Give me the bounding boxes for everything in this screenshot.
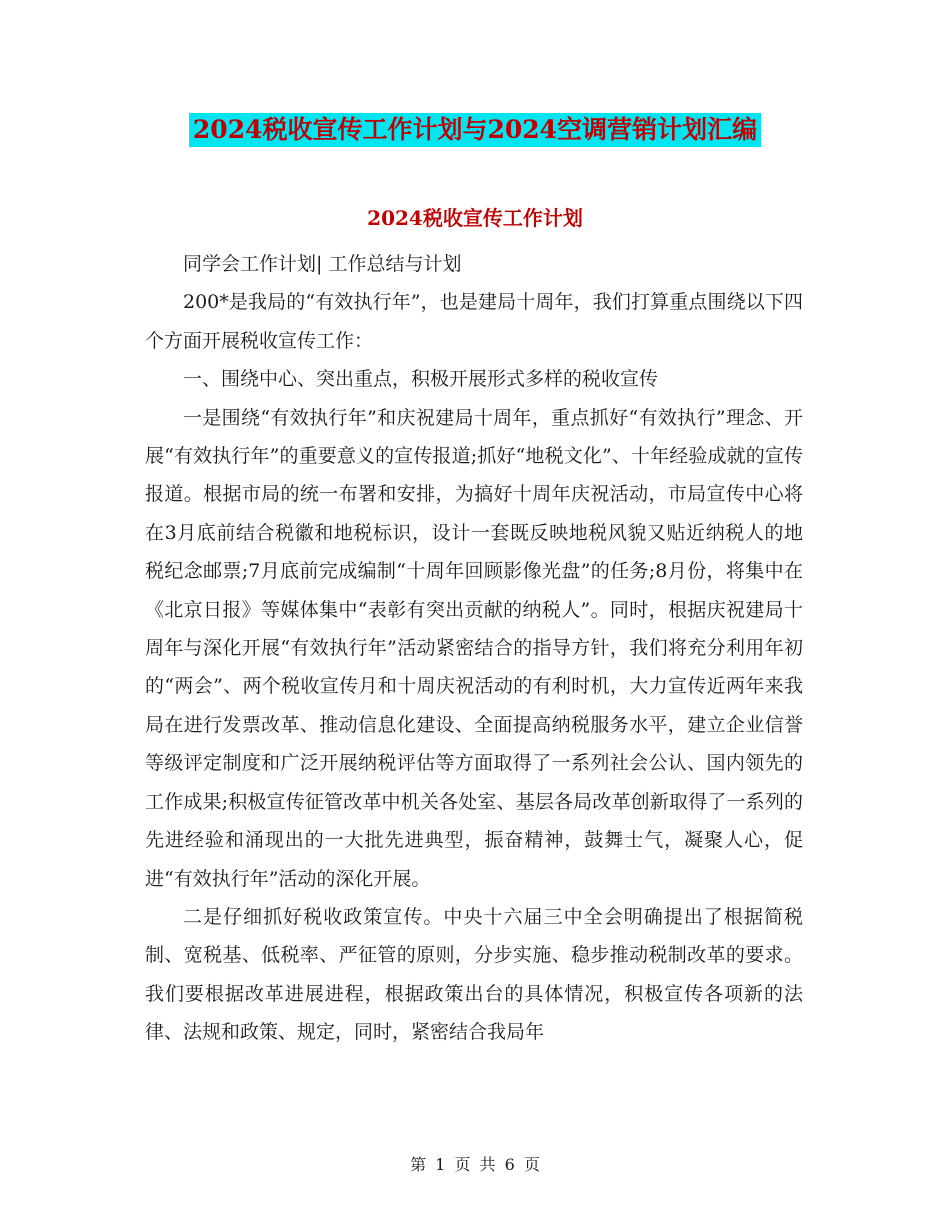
page-footer: 第 1 页 共 6 页	[410, 1155, 540, 1174]
paragraph: 二是仔细抓好税收政策宣传。中央十六届三中全会明确提出了根据简税制、宽税基、低税率、严征管的原则，分步实施、稳步推动税制改革的要求。我们要根据改革进展进程，根据政策出台的具体情况，积极宣传各项新的法律、法规和政策、规定，同时，紧密结合我局年	[145, 905, 803, 1044]
document-body	[145, 245, 803, 1052]
paragraph: 一、围绕中心、突出重点，积极开展形式多样的税收宣传	[183, 368, 659, 391]
paragraph: 同学会工作计划| 工作总结与计划	[183, 253, 462, 275]
document-title-container	[0, 113, 950, 147]
paragraph: 一是围绕“有效执行年”和庆祝建局十周年，重点抓好“有效执行”理念、开展“有效执行年”的重要意义的宣传报道;抓好“地税文化”、十年经验成就的宣传报道。根据市局的统一布署和安排，为搞好十周年庆祝活动，市局宣传中心将在3月底前结合税徽和地税标识，设计一套既反映地税风貌又贴近纳税人的地税纪念邮票;7月底前完成编制“十周年回顾影像光盘”的任务;8月份，将集中在《北京日报》等媒体集中“表彰有突出贡献的纳税人”。同时，根据庆祝建局十周年与深化开展“有效执行年”活动紧密结合的指导方针，我们将充分利用年初的“两会”、两个税收宣传月和十周庆祝活动的有利时机，大力宣传近两年来我局在进行发票改革、推动信息化建设、全面提高纳税服务水平，建立企业信誉等级评定制度和广泛开展纳税评估等方面取得了一系列社会公认、国内领先的工作成果;积极宣传征管改革中机关各处室、基层各局改革创新取得了一系列的先进经验和涌现出的一大批先进典型，振奋精神，鼓舞士气，凝聚人心，促进“有效执行年”活动的深化开展。	[145, 406, 803, 890]
document-title: 2024税收宣传工作计划与2024空调营销计划汇编	[189, 113, 761, 147]
paragraph: 200*是我局的“有效执行年”，也是建局十周年，我们打算重点围绕以下四个方面开展税收宣传工作：	[145, 291, 803, 352]
section-title: 2024税收宣传工作计划	[367, 206, 583, 230]
